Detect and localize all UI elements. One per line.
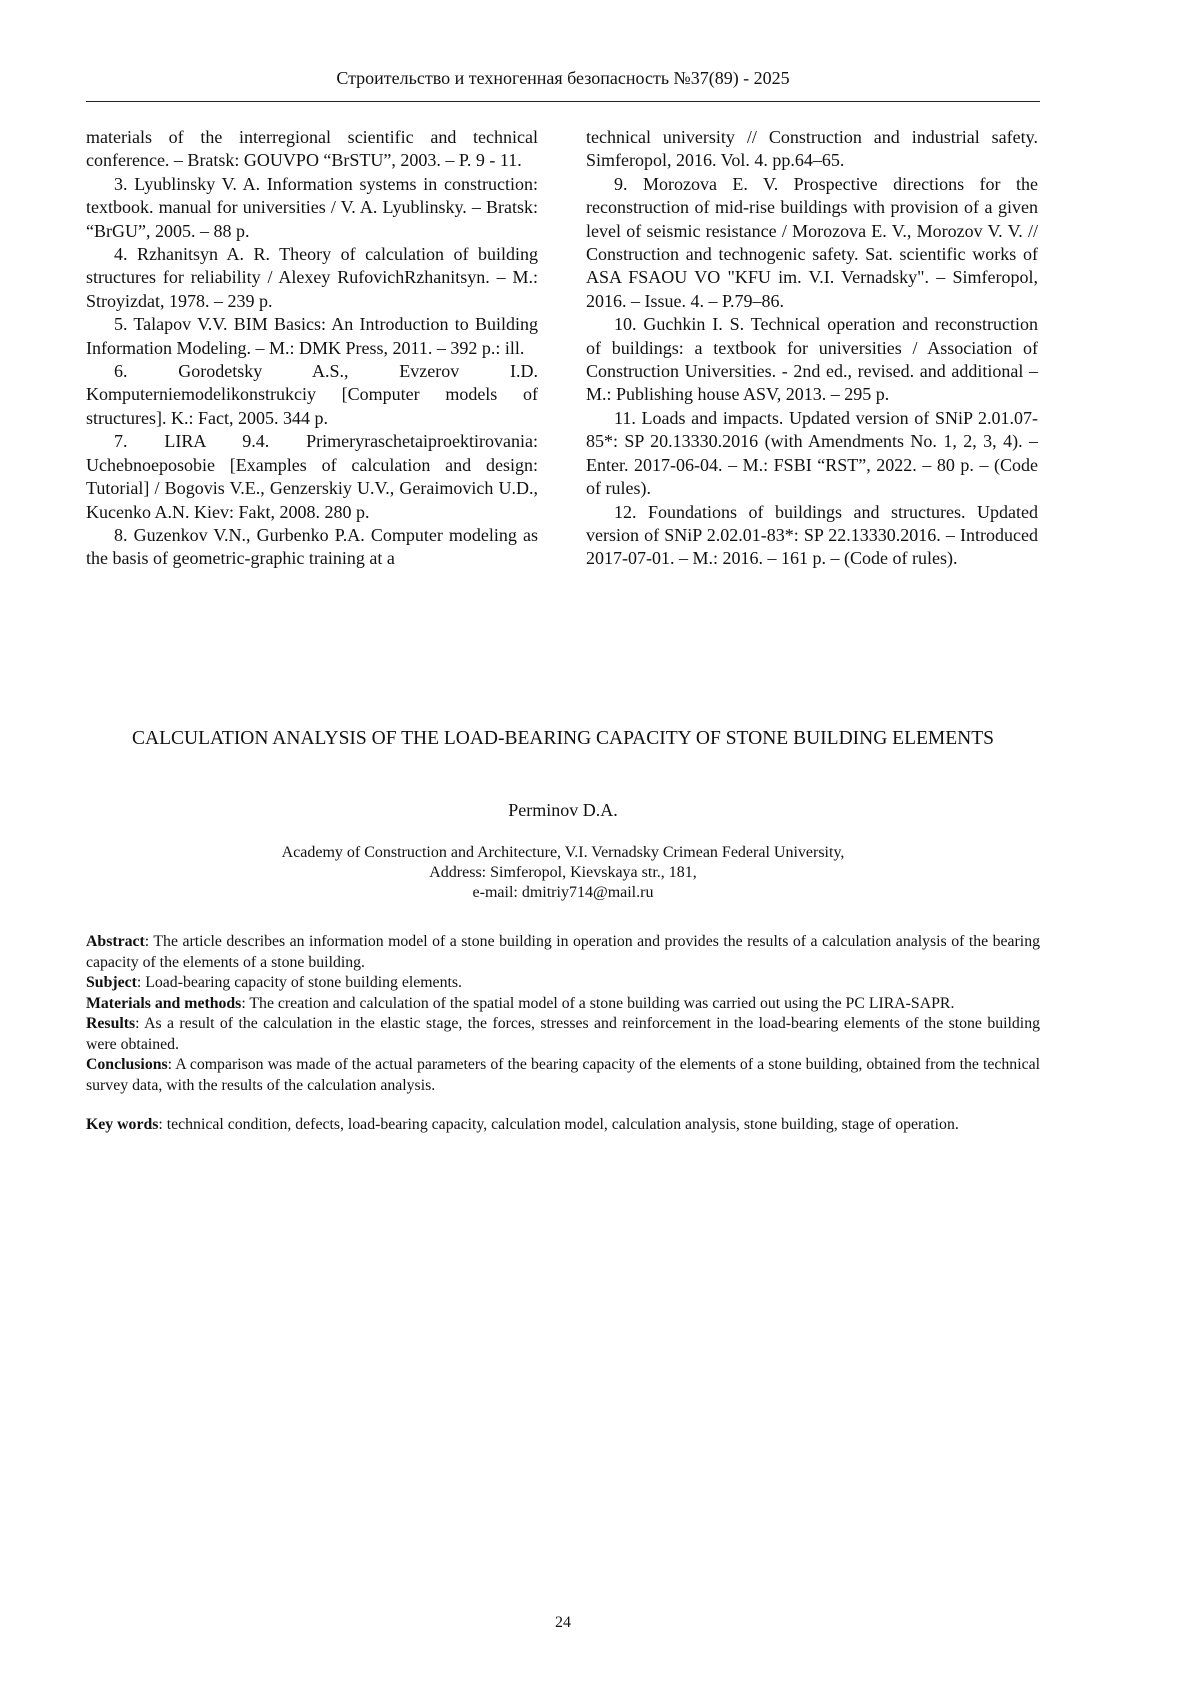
- reference-item: 9. Morozova E. V. Prospective directions for the reconstruction of mid-rise buildings with provision of a given level of seismic resistance / Morozova E. V., Morozov V. V. // Construction and technogenic safety. Sat. scientific works of ASA FSAOU VO "KFU im. V.I. Vernadsky". – Simferopol, 2016. – Issue. 4. – P.79–86.: [586, 173, 1038, 311]
- abstract-block: [86, 932, 1040, 1136]
- references-right-column: [586, 126, 1038, 571]
- reference-item: 8. Guzenkov V.N., Gurbenko P.A. Computer modeling as the basis of geometric-graphic training at a: [86, 524, 538, 569]
- running-header: Строительство и техногенная безопасность №37(89) - 2025: [336, 68, 790, 88]
- reference-item: 10. Guchkin I. S. Technical operation and reconstruction of buildings: a textbook for universities / Association of Construction Universities. - 2nd ed., revised. and additional – M.: Publishing house ASV, 2013. – 295 p.: [586, 314, 1038, 405]
- references-left-column: [86, 126, 538, 571]
- keywords-label: Key words: [86, 1116, 159, 1133]
- reference-item: 4. Rzhanitsyn A. R. Theory of calculation of building structures for reliability / Alexey RufovichRzhanitsyn. – M.: Stroyizdat, 1978. – 239 p.: [86, 244, 538, 311]
- methods-label: Materials and methods: [86, 994, 242, 1012]
- conclusions-paragraph: [86, 1055, 1040, 1096]
- conclusions-text: : A comparison was made of the actual parameters of the bearing capacity of the elements of a stone building, obtained from the technical survey data, with the results of the calculation analysis.: [86, 1056, 1040, 1094]
- reference-item: 5. Talapov V.V. BIM Basics: An Introduction to Building Information Modeling. – M.: DMK Press, 2011. – 392 p.: ill.: [86, 314, 538, 358]
- abstract-paragraph: [86, 932, 1040, 973]
- results-label: Results: [86, 1015, 136, 1032]
- reference-item: 7. LIRA 9.4. Primeryraschetaiproektirovania: Uchebnoeposobie [Examples of calculation and design: Tutorial] / Bogovis V.E., Genzerskiy U.V., Geraimovich U.D., Kucenko A.N. Kiev: Fakt, 2008. 280 p.: [86, 431, 538, 522]
- reference-item: materials of the interregional scientific and technical conference. – Bratsk: GOUVPO “BrSTU”, 2003. – P. 9 - 11.: [86, 127, 538, 171]
- reference-item: 6. Gorodetsky A.S., Evzerov I.D. Komputerniemodelikonstrukciy [Computer models of structures]. K.: Fact, 2005. 344 p.: [86, 361, 538, 428]
- results-paragraph: [86, 1014, 1040, 1055]
- abstract-label: Abstract: [86, 933, 145, 950]
- article-title: CALCULATION ANALYSIS OF THE LOAD-BEARING CAPACITY OF STONE BUILDING ELEMENTS: [131, 728, 995, 749]
- email-line: e-mail: dmitriy714@mail.ru: [472, 884, 654, 901]
- reference-item: 12. Foundations of buildings and structures. Updated version of SNiP 2.02.01-83*: SP 22.13330.2016. – Introduced 2017-07-01. – M.: 2016. – 161 p. – (Code of rules).: [586, 501, 1038, 569]
- author-affiliation-block: [86, 843, 1040, 903]
- conclusions-label: Conclusions: [86, 1056, 168, 1073]
- reference-item: 3. Lyublinsky V. A. Information systems in construction: textbook. manual for universities / V. A. Lyublinsky. – Bratsk: “BrGU”, 2005. – 88 p.: [86, 173, 538, 241]
- article-author: Perminov D.A.: [508, 800, 618, 820]
- reference-item: technical university // Construction and industrial safety. Simferopol, 2016. Vol. 4. pp.64–65.: [586, 127, 1038, 171]
- affiliation-line: Academy of Construction and Architecture, V.I. Vernadsky Crimean Federal University,: [281, 844, 845, 861]
- header-divider: [86, 101, 1040, 102]
- results-text: : As a result of the calculation in the elastic stage, the forces, stresses and reinforcement in the load-bearing elements of the stone building were obtained.: [86, 1015, 1040, 1053]
- address-line: Address: Simferopol, Kievskaya str., 181,: [429, 864, 697, 881]
- abstract-text: : The article describes an information model of a stone building in operation and provides the results of a calculation analysis of the bearing capacity of the elements of a stone building.: [86, 933, 1040, 971]
- reference-item: 11. Loads and impacts. Updated version of SNiP 2.01.07-85*: SP 20.13330.2016 (with Amendments No. 1, 2, 3, 4). – Enter. 2017-06-04. – M.: FSBI “RST”, 2022. – 80 p. – (Code of rules).: [586, 407, 1038, 499]
- methods-paragraph: [86, 994, 1040, 1015]
- keywords-paragraph: [86, 1115, 1040, 1136]
- page-number: 24: [555, 1614, 571, 1631]
- methods-text: : The creation and calculation of the spatial model of a stone building was carried out using the PC LIRA-SAPR.: [241, 994, 955, 1012]
- subject-text: : Load-bearing capacity of stone building elements.: [136, 974, 462, 991]
- subject-label: Subject: [86, 974, 137, 991]
- subject-paragraph: [86, 973, 1040, 994]
- keywords-text: : technical condition, defects, load-bearing capacity, calculation model, calculation analysis, stone building, stage of operation.: [158, 1116, 959, 1133]
